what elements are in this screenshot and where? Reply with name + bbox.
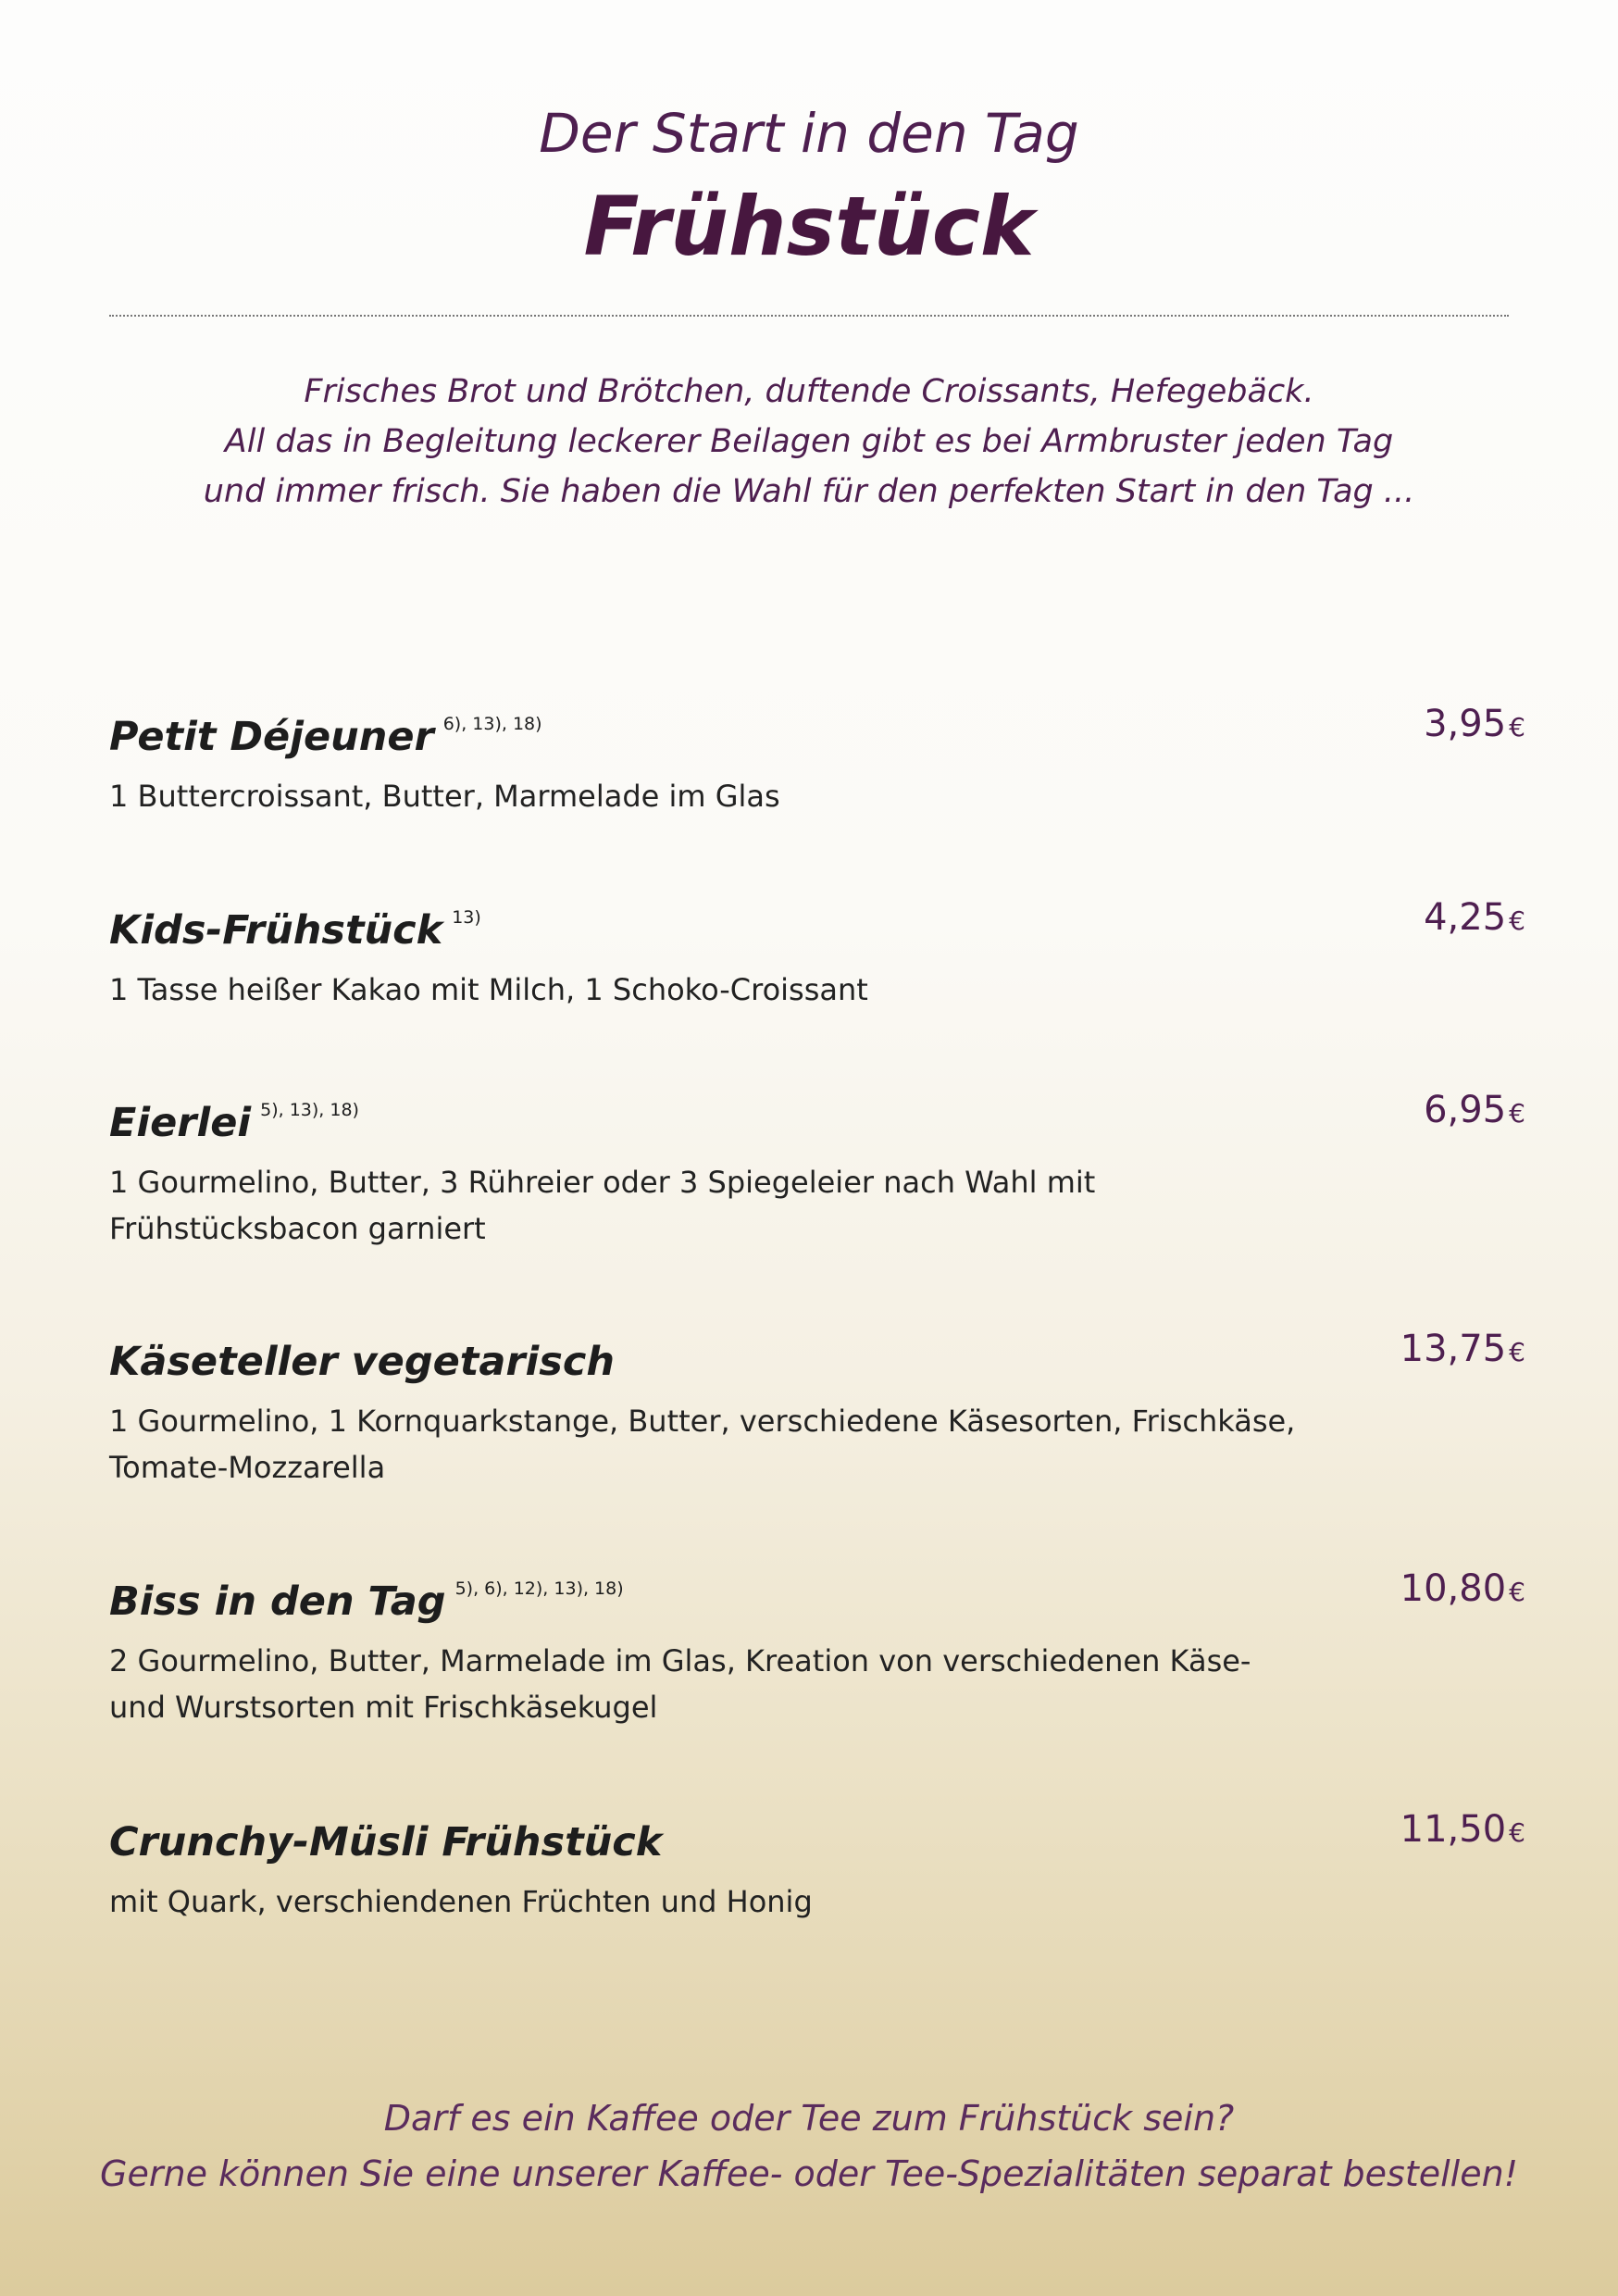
allergen-codes: 6), 13), 18) (442, 714, 542, 734)
menu-item-description: 1 Buttercroissant, Butter, Marmelade im Glas (109, 779, 780, 814)
menu-item-price: 11,50 € (1400, 1808, 1525, 1851)
menu-item-price: 6,95 € (1424, 1089, 1525, 1131)
intro-line: All das in Begleitung leckerer Beilagen gibt es bei Armbruster jeden Tag (224, 423, 1394, 460)
menu-item-name: Käseteller vegetarisch (109, 1339, 615, 1385)
menu-item-name: Crunchy-Müsli Frühstück (109, 1819, 663, 1866)
menu-item-petit-dejeuner (109, 692, 1525, 819)
dotted-divider (109, 315, 1509, 317)
currency-symbol: € (1509, 1817, 1525, 1848)
allergen-codes: 5), 6), 12), 13), 18) (454, 1578, 624, 1599)
menu-item-description: 1 Gourmelino, Butter, 3 Rühreier oder 3 Spiegeleier nach Wahl mit Frühstücksbacon garniert (109, 1165, 1096, 1246)
currency-symbol: € (1509, 1577, 1525, 1607)
footer-line: Gerne können Sie eine unserer Kaffee- oder Tee-Spezialitäten separat bestellen! (100, 2153, 1518, 2194)
page-subtitle: Der Start in den Tag (539, 102, 1079, 165)
menu-item-price: 3,95 € (1424, 703, 1525, 745)
currency-symbol: € (1509, 712, 1525, 742)
menu-item-description: mit Quark, verschiendenen Früchten und Honig (109, 1884, 813, 1919)
currency-symbol: € (1509, 1098, 1525, 1129)
menu-item-biss-in-den-tag (109, 1556, 1525, 1730)
menu-item-eierlei (109, 1078, 1525, 1252)
menu-item-description: 1 Tasse heißer Kakao mit Milch, 1 Schoko-Croissant (109, 972, 868, 1007)
currency-symbol: € (1509, 1337, 1525, 1367)
menu-item-description: 2 Gourmelino, Butter, Marmelade im Glas, Kreation von verschiedenen Käse- und Wurstsorten mit Frischkäsekugel (109, 1643, 1251, 1725)
menu-item-name: Biss in den Tag $^{5), 6), 12), 13), 18)}$ (109, 1578, 624, 1625)
intro-text (0, 367, 1618, 517)
menu-item-crunchy-muesli (109, 1797, 1525, 1925)
menu-item-kids-fruehstueck (109, 885, 1525, 1013)
allergen-codes: 5), 13), 18) (260, 1100, 359, 1120)
menu-item-price: 10,80 € (1400, 1567, 1525, 1610)
intro-line: Frisches Brot und Brötchen, duftende Croissants, Hefegebäck. (304, 373, 1314, 410)
menu-item-name: Petit Déjeuner $^{6), 13), 18)}$ (109, 714, 542, 760)
menu-item-name: Kids-Frühstück $^{13)}$ (109, 907, 481, 954)
menu-item-price: 13,75 € (1400, 1328, 1525, 1370)
allergen-codes: 13) (452, 907, 481, 928)
menu-item-price: 4,25 € (1424, 896, 1525, 939)
menu-item-name: Eierlei $^{5), 13), 18)}$ (109, 1100, 359, 1146)
menu-item-description: 1 Gourmelino, 1 Kornquarkstange, Butter, verschiedene Käsesorten, Frischkäse, Tomate-Mozzarella (109, 1404, 1296, 1485)
menu-item-kaeseteller (109, 1316, 1525, 1491)
footer-line: Darf es ein Kaffee oder Tee zum Frühstück sein? (383, 2098, 1235, 2139)
footer-note (0, 2090, 1618, 2202)
currency-symbol: € (1509, 905, 1525, 936)
page-title: Frühstück (583, 179, 1035, 274)
intro-line: und immer frisch. Sie haben die Wahl für den perfekten Start in den Tag ... (203, 473, 1415, 510)
